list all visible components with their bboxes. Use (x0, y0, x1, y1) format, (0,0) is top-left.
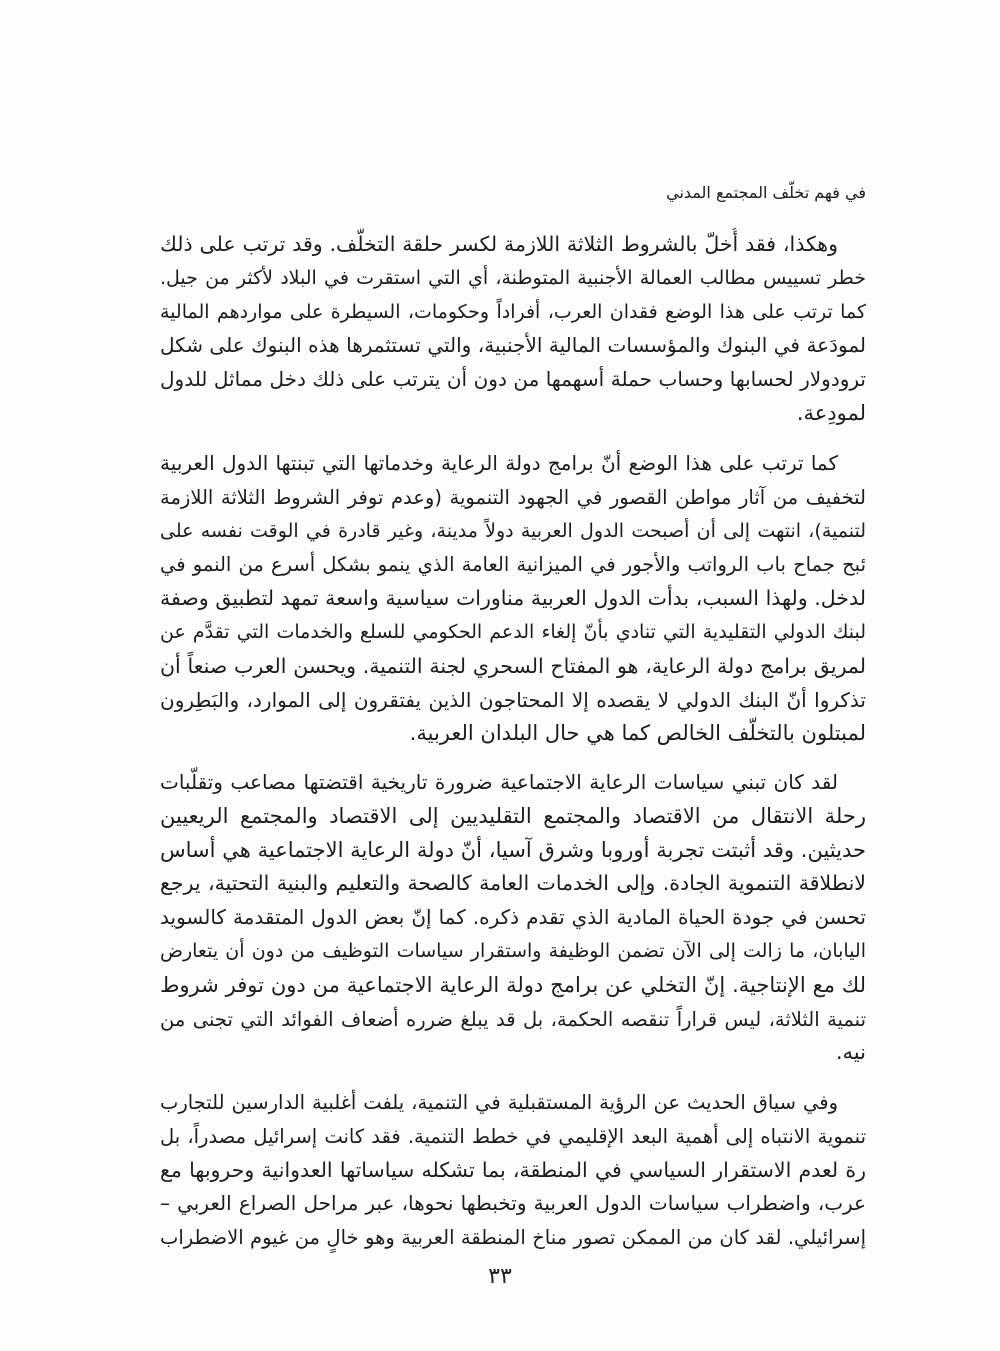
text-line: كما ترتب على هذا الوضع فقدان العرب، أفراداً وحكومات، السيطرة على مواردهم المالية (160, 300, 866, 323)
text-line: لتخفيف من آثار مواطن القصور في الجهود التنموية (وعدم توفر الشروط الثلاثة اللازمة (160, 485, 866, 509)
text-line: تذكروا أنّ البنك الدولي لا يقصده إلا المحتاجون الذين يفتقرون إلى الموارد، والبَطِرون (160, 687, 866, 712)
text-line: إسرائيلي. لقد كان من الممكن تصور مناخ المنطقة العربية وهو خالٍ من غيوم الاضطراب (160, 1226, 866, 1250)
text-line: كما ترتب على هذا الوضع أنّ برامج دولة الرعاية وخدماتها التي تبنتها الدول العربية (160, 451, 838, 475)
text-line: لانطلاقة التنموية الجادة. وإلى الخدمات العامة كالصحة والتعليم والبنية التحتية، يرجع (160, 871, 866, 896)
text-line: تنمية الثلاثة، ليس قراراً تنقصه الحكمة، بل قد يبلغ ضرره أضعاف الفوائد التي تجنى من (160, 1007, 866, 1031)
text-line: لمبتلون بالتخلّف الخالص كما هي حال البلدان العربية. (409, 721, 866, 746)
text-line: اليابان، ما زالت إلى الآن تضمن الوظيفة واستقرار سياسات التوظيف من دون أن يتعارض (160, 939, 866, 962)
text-line: لمريق برامج دولة الرعاية، هو المفتاح السحري لجنة التنمية. ويحسن العرب صنعاً أن (160, 653, 866, 678)
text-line: حديثين. وقد أثبتت تجربة أوروبا وشرق آسيا، أنّ دولة الرعاية الاجتماعية هي أساس (160, 837, 866, 862)
text-line: خطر تسييس مطالب العمالة الأجنبية المتوطنة، أي التي استقرت في البلاد لأكثر من جيل. (160, 266, 866, 289)
text-line: تحسن في جودة الحياة المادية الذي تقدم ذكره. كما إنّ بعض الدول المتقدمة كالسويد (160, 905, 866, 930)
text-line: نيه. (835, 1040, 866, 1065)
text-line: وفي سياق الحديث عن الرؤية المستقبلية في التنمية، يلفت أغلبية الدارسين للتجارب (160, 1091, 838, 1114)
text-line: رة لعدم الاستقرار السياسي في المنطقة، بما تشكله سياساتها العدوانية وحروبها مع (160, 1157, 866, 1182)
paragraph (160, 228, 866, 431)
text-line: تنموية الانتباه إلى أهمية البعد الإقليمي في خطط التنمية. فقد كانت إسرائيل مصدراً، بل (160, 1124, 866, 1148)
text-line: لك مع الإنتاجية. إنّ التخلي عن برامج دولة الرعاية الاجتماعية من دون توفر شروط (160, 972, 866, 997)
text-line: لبنك الدولي التقليدية التي تنادي بأنّ إلغاء الدعم الحكومي للسلع والخدمات التي تقدَّم عن (160, 620, 866, 643)
text-line: لتنمية)، انتهت إلى أن أصبحت الدول العربية دولاً مدينة، وغير قادرة في الوقت نفسه على (160, 519, 866, 542)
text-line: لقد كان تبني سياسات الرعاية الاجتماعية ضرورة تاريخية اقتضتها مصاعب وتقلّبات (160, 770, 838, 794)
text-line: لدخل. ولهذا السبب، بدأت الدول العربية مناورات سياسية واسعة تمهد لتطبيق وصفة (160, 586, 866, 611)
text-line: ترودولار لحسابها وحساب حملة أسهمها من دون أن يترتب على ذلك دخل مماثل للدول (160, 367, 866, 392)
paragraph (160, 1086, 866, 1255)
text-line: وهكذا، فقد أُخلّ بالشروط الثلاثة اللازمة لكسر حلقة التخلّف. وقد ترتب على ذلك (160, 232, 838, 256)
page-number: ٣٣ (488, 1264, 512, 1289)
paragraph (160, 447, 866, 751)
paragraph (160, 766, 866, 1070)
text-line: رحلة الانتقال من الاقتصاد والمجتمع التقليديين إلى الاقتصاد والمجتمع الريعيين (160, 803, 866, 828)
running-header: في فهم تخلّف المجتمع المدني (666, 183, 866, 202)
text-line: ئبح جماح باب الرواتب والأجور في الميزانية العامة الذي ينمو بشكل أسرع من النمو في (160, 553, 866, 577)
text-line: لمودَعة في البنوك والمؤسسات المالية الأجنبية، والتي تستثمرها هذه البنوك على شكل (160, 333, 866, 358)
text-line: عرب، واضطراب سياسات الدول العربية وتخبطها نحوها، عبر مراحل الصراع العربي – (160, 1191, 866, 1216)
text-line: لمودِعة. (796, 400, 866, 425)
